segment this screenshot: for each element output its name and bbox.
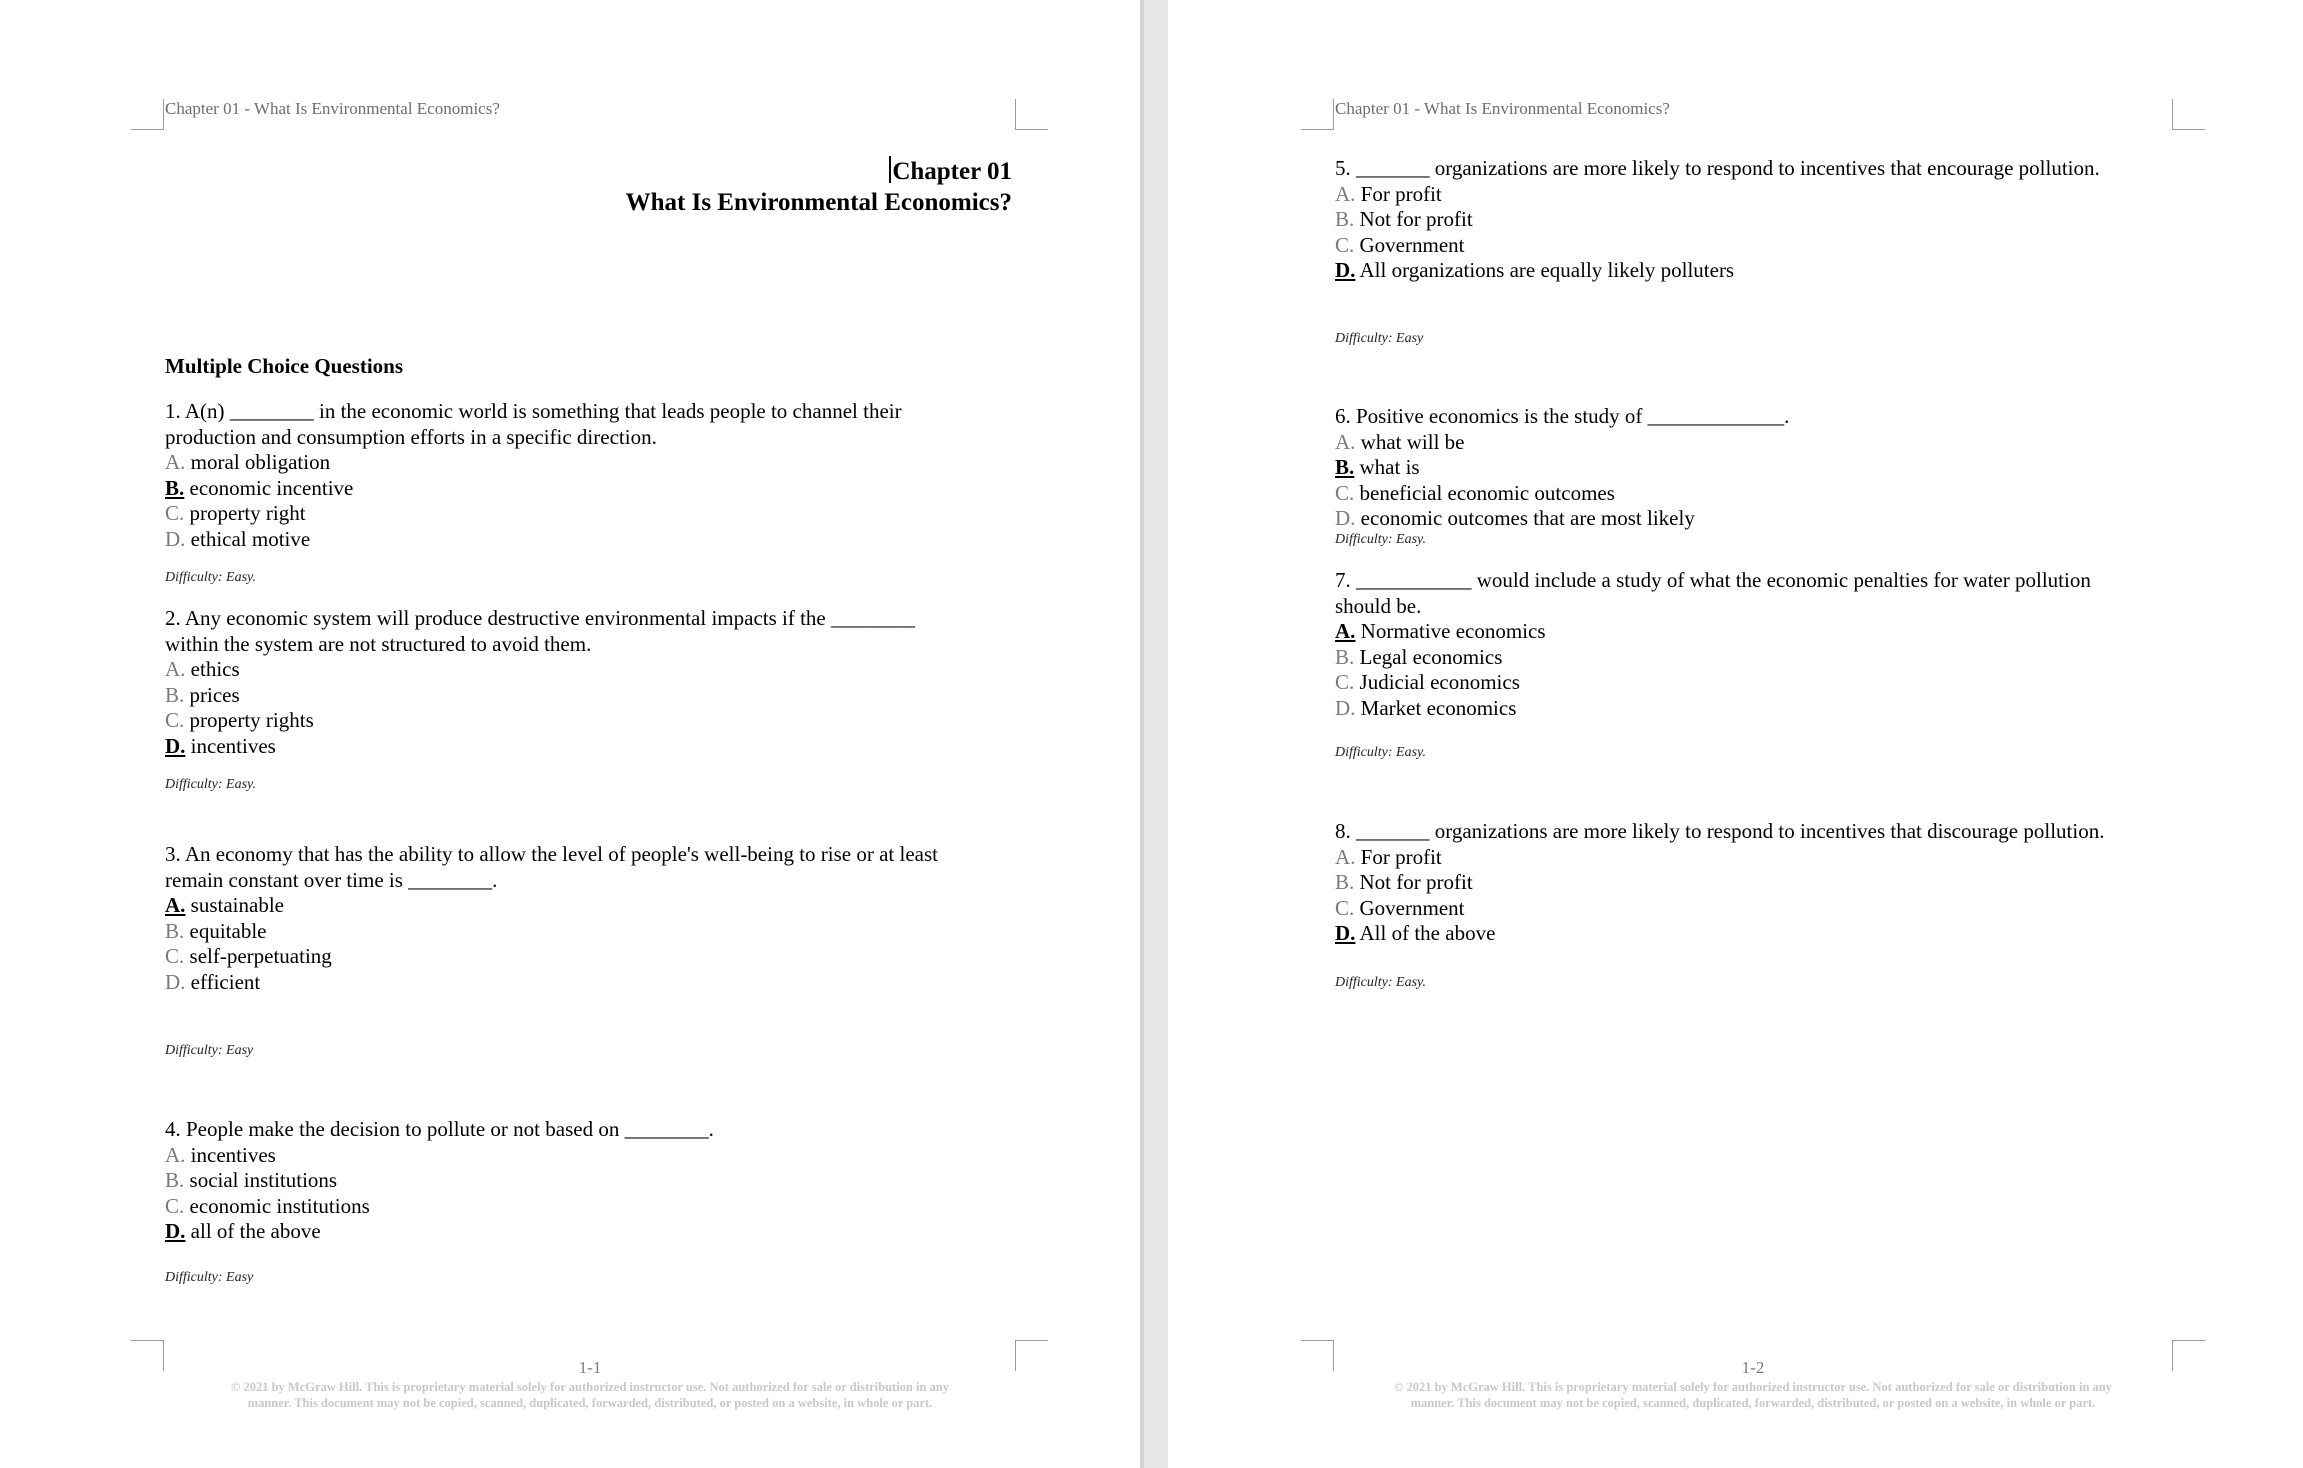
option-b: B. prices bbox=[165, 682, 240, 707]
crop-mark-top-left bbox=[131, 99, 164, 130]
option-c: C. Judicial economics bbox=[1335, 670, 1520, 694]
question-3 bbox=[165, 842, 938, 995]
option-d-correct: D. incentives bbox=[165, 733, 276, 758]
question-stem: 6. Positive economics is the study of _____________. bbox=[1335, 404, 1790, 428]
copyright-footer: © 2021 by McGraw Hill. This is proprietary material solely for authorized instructor use. Not authorized for sale or distribution in any manner. This document may not be copied, scanned, duplicated, forwarded, distributed, or posted on a website, in whole or part. bbox=[1394, 1380, 2112, 1410]
crop-mark-top-right bbox=[1015, 99, 1048, 130]
option-a-correct: A. Normative economics bbox=[1335, 619, 1546, 643]
difficulty-label: Difficulty: Easy. bbox=[1335, 532, 1426, 547]
chapter-title: What Is Environmental Economics? bbox=[625, 189, 1012, 216]
document-page-2 bbox=[1168, 0, 2303, 1468]
question-stem: 8. _______ organizations are more likely to respond to incentives that discourage pollution. bbox=[1335, 819, 2105, 843]
difficulty-label: Difficulty: Easy. bbox=[1335, 975, 1426, 990]
option-d: D. Market economics bbox=[1335, 695, 1517, 720]
option-c: C. Government bbox=[1335, 232, 1465, 257]
chapter-label: Chapter 01 bbox=[560, 156, 1012, 187]
running-header: Chapter 01 - What Is Environmental Economics? bbox=[165, 99, 500, 118]
running-header: Chapter 01 - What Is Environmental Economics? bbox=[1335, 99, 1670, 118]
question-stem: remain constant over time is ________. bbox=[165, 867, 498, 892]
option-b: B. equitable bbox=[165, 918, 267, 943]
option-a: A. ethics bbox=[165, 657, 240, 681]
crop-mark-bottom-left bbox=[1301, 1340, 1334, 1371]
option-a: A. moral obligation bbox=[165, 450, 331, 474]
option-c: C. economic institutions bbox=[165, 1193, 370, 1218]
question-stem: 7. ___________ would include a study of what the economic penalties for water pollution bbox=[1335, 568, 2091, 592]
difficulty-label: Difficulty: Easy bbox=[1335, 331, 1424, 346]
copyright-footer: © 2021 by McGraw Hill. This is proprietary material solely for authorized instructor use. Not authorized for sale or distribution in any manner. This document may not be copied, scanned, duplicated, forwarded, distributed, or posted on a website, in whole or part. bbox=[231, 1380, 949, 1410]
crop-mark-bottom-left bbox=[131, 1340, 164, 1371]
option-a: A. incentives bbox=[165, 1142, 276, 1167]
option-c: C. Government bbox=[1335, 895, 1465, 920]
option-a: A. For profit bbox=[1335, 844, 1442, 869]
question-stem: 1. A(n) ________ in the economic world is something that leads people to channel their bbox=[165, 399, 902, 423]
option-c: C. beneficial economic outcomes bbox=[1335, 480, 1615, 505]
option-b-correct: B. what is bbox=[1335, 455, 1420, 479]
option-b: B. social institutions bbox=[165, 1168, 338, 1192]
crop-mark-top-left bbox=[1301, 99, 1334, 130]
option-d-correct: D. All organizations are equally likely polluters bbox=[1335, 258, 1735, 282]
text-cursor bbox=[889, 156, 891, 183]
question-stem: within the system are not structured to avoid them. bbox=[165, 631, 592, 656]
question-stem: 3. An economy that has the ability to allow the level of people's well-being to rise or at least bbox=[165, 842, 939, 866]
difficulty-label: Difficulty: Easy bbox=[165, 1270, 254, 1285]
page-gutter bbox=[1140, 0, 1144, 1468]
question-5 bbox=[1335, 156, 2100, 284]
question-4 bbox=[165, 1117, 714, 1245]
chapter-title-block[interactable] bbox=[560, 156, 1012, 218]
crop-mark-top-right bbox=[2172, 99, 2205, 130]
crop-mark-bottom-right bbox=[2172, 1340, 2205, 1371]
difficulty-label: Difficulty: Easy. bbox=[165, 777, 256, 792]
option-b-correct: B. economic incentive bbox=[165, 475, 354, 500]
question-1 bbox=[165, 399, 902, 552]
question-7 bbox=[1335, 568, 2091, 721]
question-8 bbox=[1335, 819, 2104, 947]
option-c: C. self-perpetuating bbox=[165, 944, 332, 968]
option-d-correct: D. all of the above bbox=[165, 1219, 321, 1243]
document-page-1 bbox=[0, 0, 1140, 1468]
question-stem: should be. bbox=[1335, 593, 1422, 618]
option-c: C. property right bbox=[165, 501, 306, 525]
option-a: A. For profit bbox=[1335, 181, 1442, 206]
option-b: B. Legal economics bbox=[1335, 644, 1503, 669]
crop-mark-bottom-right bbox=[1015, 1340, 1048, 1371]
question-stem: production and consumption efforts in a specific direction. bbox=[165, 424, 657, 449]
question-stem: 5. _______ organizations are more likely to respond to incentives that encourage pollution. bbox=[1335, 156, 2100, 180]
option-a: A. what will be bbox=[1335, 429, 1465, 454]
question-2 bbox=[165, 606, 915, 759]
section-title: Multiple Choice Questions bbox=[165, 354, 404, 378]
option-b: B. Not for profit bbox=[1335, 870, 1473, 894]
difficulty-label: Difficulty: Easy. bbox=[1335, 745, 1426, 760]
question-stem: 2. Any economic system will produce destructive environmental impacts if the ________ bbox=[165, 606, 916, 630]
page-number: 1-1 bbox=[578, 1358, 602, 1377]
option-d-correct: D. All of the above bbox=[1335, 921, 1496, 945]
question-stem: 4. People make the decision to pollute or not based on ________. bbox=[165, 1117, 714, 1141]
option-a-correct: A. sustainable bbox=[165, 893, 284, 917]
option-c: C. property rights bbox=[165, 708, 314, 732]
page-number: 1-2 bbox=[1741, 1358, 1765, 1377]
difficulty-label: Difficulty: Easy. bbox=[165, 570, 256, 585]
option-d: D. efficient bbox=[165, 969, 261, 994]
option-b: B. Not for profit bbox=[1335, 207, 1473, 231]
option-d: D. economic outcomes that are most likely bbox=[1335, 506, 1695, 530]
option-d: D. ethical motive bbox=[165, 526, 311, 551]
difficulty-label: Difficulty: Easy bbox=[165, 1043, 254, 1058]
question-6 bbox=[1335, 404, 1789, 532]
